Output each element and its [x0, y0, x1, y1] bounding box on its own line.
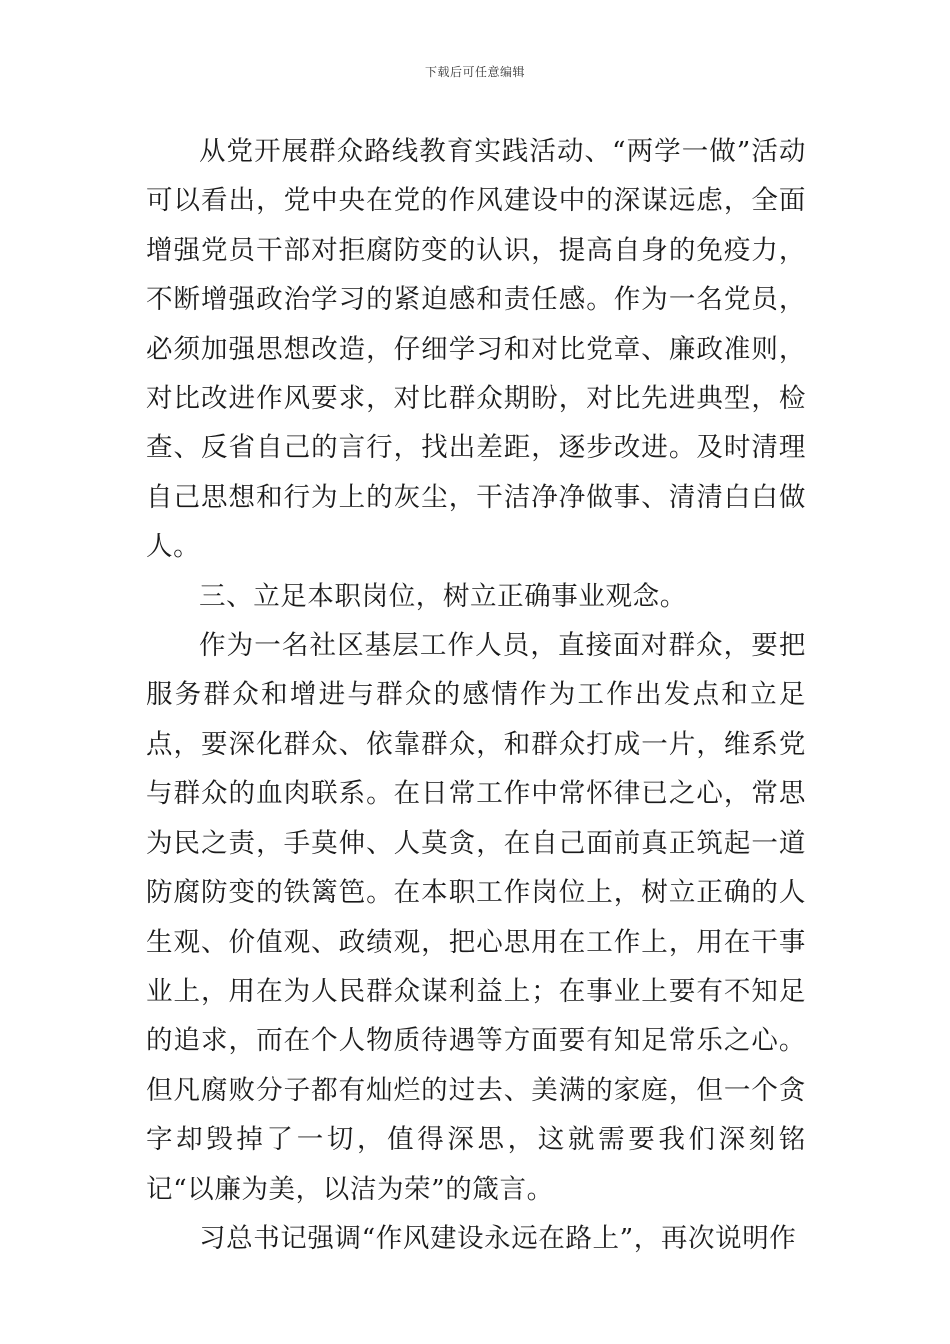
paragraph-community-work: 作为一名社区基层工作人员，直接面对群众，要把服务群众和增进与群众的感情作为工作出发点和立足点，要深化群众、依靠群众，和群众打成一片，维系党与群众的血肉联系。在日常工作中常怀律已之心，常思为民之责，手莫伸、人莫贪，在自己面前真正筑起一道防腐防变的铁篱笆。在本职工作岗位上，树立正确的人生观、价值观、政绩观，把心思用在工作上，用在干事业上，用在为人民群众谋利益上；在事业上要有不知足的追求，而在个人物质待遇等方面要有知足常乐之心。但凡腐败分子都有灿烂的过去、美满的家庭，但一个贪字却毁掉了一切，值得深思，这就需要我们深刻铭记“以廉为美，以洁为荣”的箴言。 [146, 630, 806, 1205]
section-heading-three: 三、立足本职岗位，树立正确事业观念。 [199, 580, 687, 612]
page-header: 下载后可任意编辑 [424, 65, 525, 79]
document-body [146, 127, 806, 1263]
paragraph-party-conduct: 从党开展群众路线教育实践活动、“两学一做”活动可以看出，党中央在党的作风建设中的深谋远虑，全面增强党员干部对拒腐防变的认识，提高自身的免疫力，不断增强政治学习的紧迫感和责任感。作为一名党员，必须加强思想改造，仔细学习和对比党章、廉政准则，对比改进作风要求，对比群众期盼，对比先进典型，检查、反省自己的言行，找出差距，逐步改进。及时清理自己思想和行为上的灰尘，干洁净净做事、清清白白做人。 [146, 136, 806, 563]
paragraph-conduct-building: 习总书记强调“作风建设永远在路上”，再次说明作 [199, 1222, 797, 1254]
